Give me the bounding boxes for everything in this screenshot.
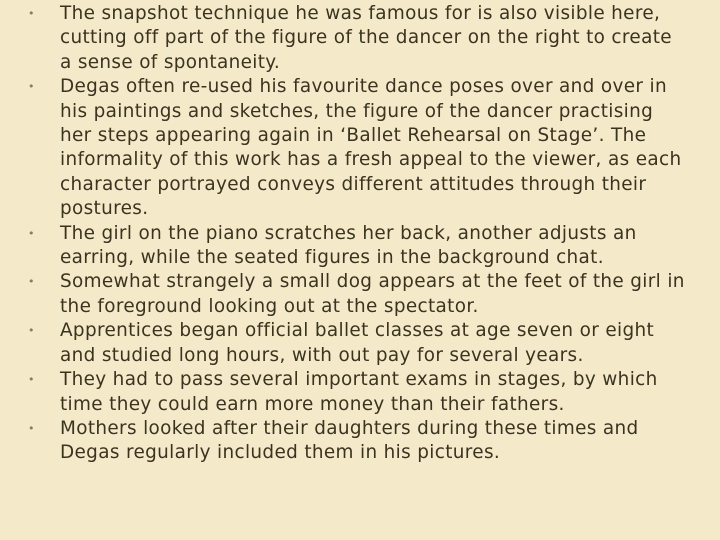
bullet-dot-icon: • [28,80,35,94]
bullet-text: They had to pass several important exams in stages, by which time they could earn more money than their fathers. [60,369,658,415]
bullet-dot-icon: • [28,7,35,20]
bullet-dot-icon: • [28,275,35,289]
bullet-text: Mothers looked after their daughters during these times and Degas regularly included them in his pictures. [60,417,639,464]
bullet-text: Degas often re-used his favourite dance poses over and over in his paintings and sketches, the figure of the dancer practising her steps appearing again in ‘Ballet Rehearsal on Stage’. The informality of this work has a fresh appeal to the viewer, as each character portrayed conveys different attitudes through their postures. [60,76,682,220]
bullet-text: Apprentices began official ballet classes at age seven or eight and studied long hours, with out pay for several years. [60,320,655,366]
bullet-dot-icon: • [28,324,35,338]
bullet-dot-icon: • [28,421,35,435]
bullet-dot-icon: • [28,373,35,387]
bullet-item [28,2,688,75]
bullet-text: The snapshot technique he was famous for is also visible here, cutting off part of the figure of the dancer on the right to create a sense of spontaneity. [60,3,672,73]
bullet-item [28,319,688,368]
bullet-item [28,417,688,466]
bullet-text: Somewhat strangely a small dog appears at the feet of the girl in the foreground looking out at the spectator. [60,271,685,317]
bullet-item [28,222,688,271]
bullet-list [28,2,688,466]
bullet-item [28,75,688,221]
bullet-item [28,270,688,319]
bullet-text: The girl on the piano scratches her back, another adjusts an earring, while the seated figures in the background chat. [60,222,637,269]
bullet-dot-icon: • [28,226,35,240]
bullet-item [28,368,688,417]
